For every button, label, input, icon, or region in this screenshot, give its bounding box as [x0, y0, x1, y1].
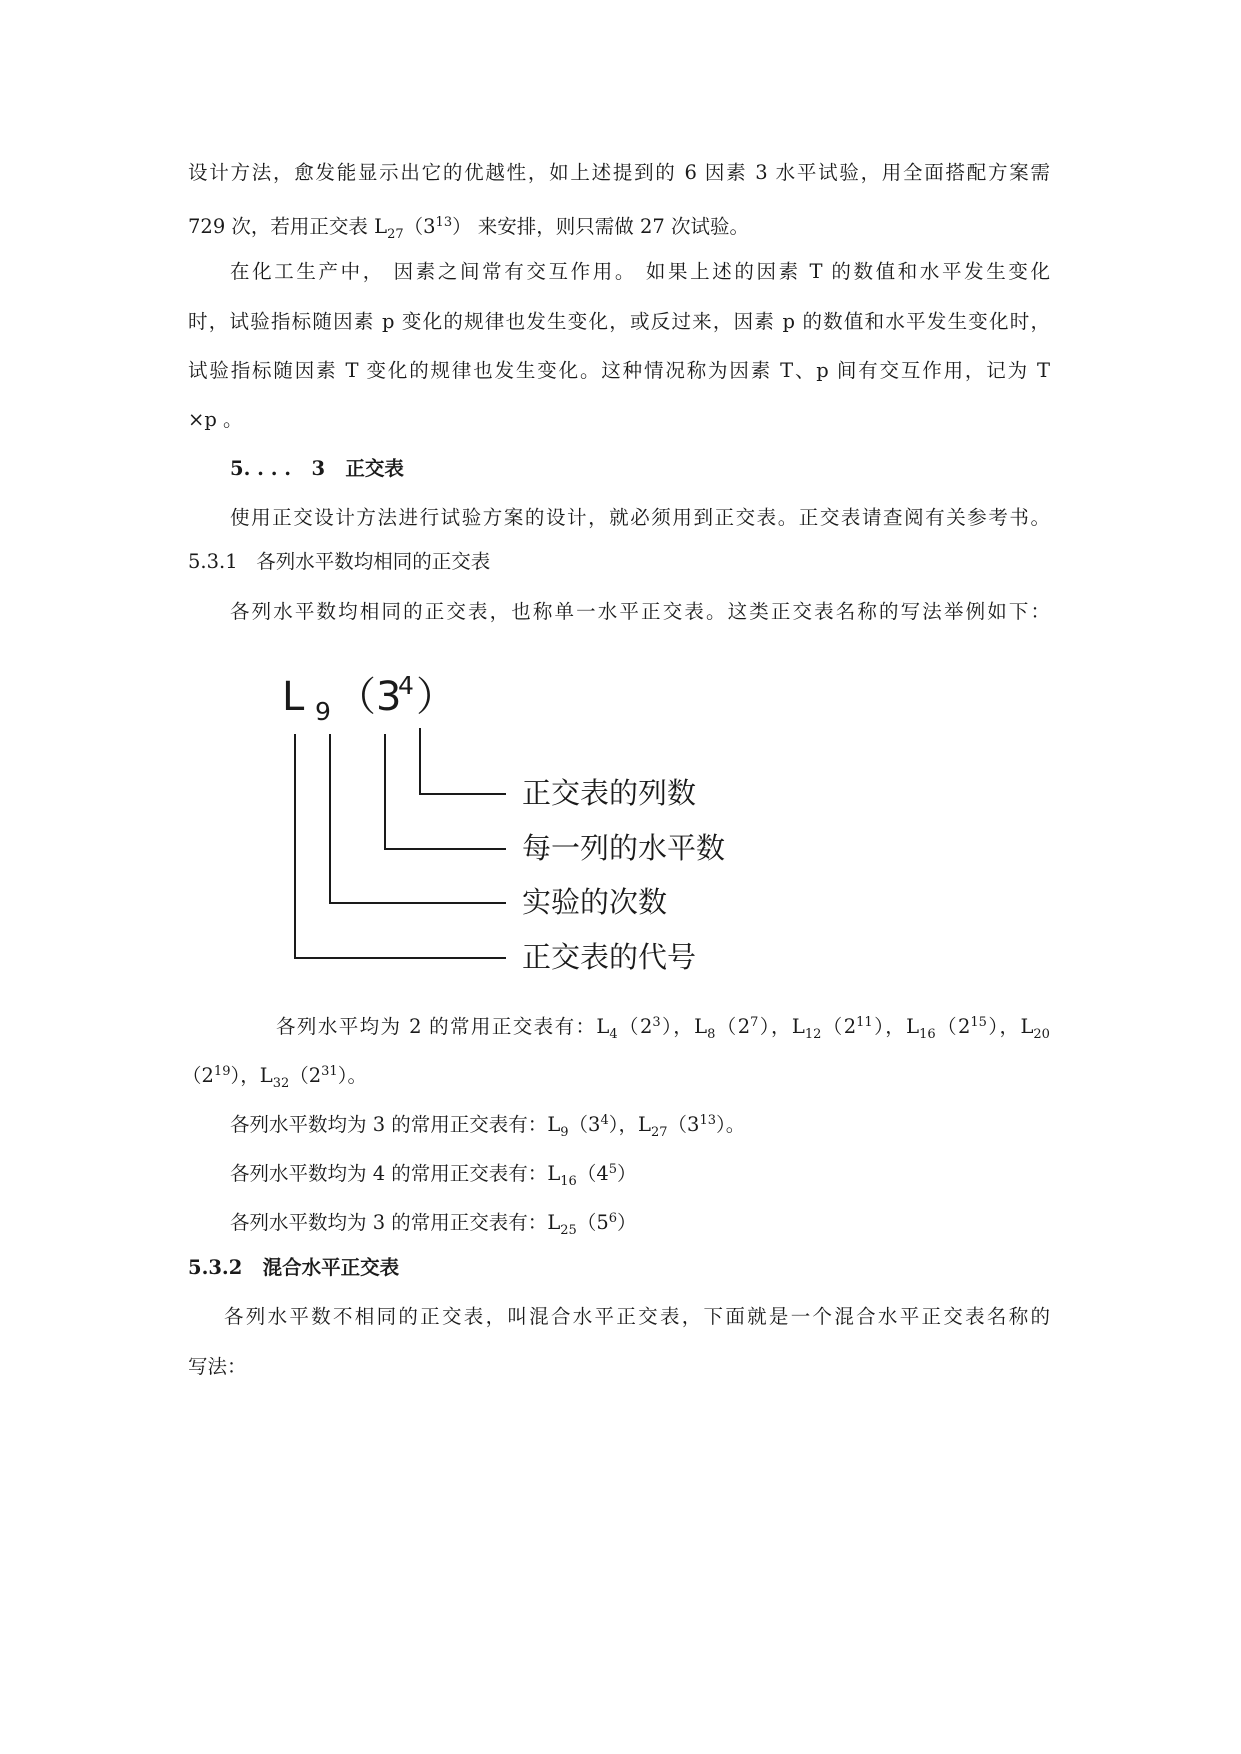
list-level2-item: $L_{12}(2^{11})$，: [791, 1015, 907, 1042]
list-level2-intro: 各列水平均为 2 的常用正交表有：: [276, 1015, 597, 1038]
list-level4-intro: 各列水平数均为 4 的常用正交表有：: [230, 1162, 548, 1185]
para2-line4: ×p 。: [188, 408, 243, 431]
diagram-bracket-code: [295, 734, 506, 958]
para1-line2: [188, 210, 749, 248]
list-level5-item: $L_{25}(5^6)$: [547, 1211, 637, 1238]
para1-line2-c: ） 来安排，则只需做 27 次试验。: [452, 215, 750, 238]
diagram-label-levels: 每一列的水平数: [522, 831, 726, 865]
list-level3-intro: 各列水平数均为 3 的常用正交表有：: [230, 1113, 548, 1136]
para1-line1: 设计方法，愈发能显示出它的优越性，如上述提到的 6 因素 3 水平试验，用全面搭配方案需: [188, 161, 1050, 184]
list-level2-line1: [276, 1010, 1050, 1048]
list-level2-item: $(2^{19})$，: [182, 1064, 260, 1087]
list-level5: [230, 1206, 637, 1244]
list-level5-intro: 各列水平数均为 3 的常用正交表有：: [230, 1211, 548, 1234]
diagram-symbol-sub: 9: [315, 697, 331, 726]
para5-line2: 写法：: [188, 1355, 247, 1378]
para3: 使用正交设计方法进行试验方案的设计，就必须用到正交表。正交表请查阅有关参考书。: [230, 506, 1050, 529]
subsection-5-3-2: 5.3.2 混合水平正交表: [188, 1256, 400, 1279]
list-level4: [230, 1157, 637, 1195]
para5-line1: 各列水平数不相同的正交表，叫混合水平正交表，下面就是一个混合水平正交表名称的: [224, 1305, 1050, 1328]
para1-line2-sup: 13: [435, 215, 453, 230]
diagram-bracket-levels: [385, 734, 506, 849]
list-level2-item: $L_4(2^3)$，: [596, 1015, 695, 1042]
para2-line2: 时，试验指标随因素 p 变化的规律也发生变化，或反过来，因素 p 的数值和水平发生变化时，: [188, 310, 1050, 333]
para2-line3: 试验指标随因素 T 变化的规律也发生变化。这种情况称为因素 T、p 间有交互作用，记为 T: [188, 359, 1050, 382]
diagram-bracket-runs: [330, 734, 506, 903]
para1-line2-sub: 27: [387, 227, 404, 242]
para2-line1: 在化工生产中， 因素之间常有交互作用。 如果上述的因素 T 的数值和水平发生变化: [230, 260, 1050, 283]
diagram-bracket-columns: [420, 728, 506, 794]
diagram-symbol-L: L: [282, 674, 305, 720]
para1-line2-b: （3: [403, 215, 436, 238]
orthogonal-table-notation-diagram: [270, 670, 790, 970]
list-level2-item: $L_{32}(2^{31})$。: [259, 1064, 367, 1091]
diagram-label-runs: 实验的次数: [522, 885, 668, 919]
diagram-symbol-open: （3: [336, 674, 402, 720]
list-level4-item: $L_{16}(4^5)$: [547, 1162, 637, 1189]
list-level3-item: $L_{27}(3^{13})$。: [638, 1113, 746, 1140]
diagram-symbol-sup: 4: [398, 671, 414, 700]
list-level3: [230, 1108, 745, 1146]
list-level2-item: $L_{16}(2^{15})$，: [906, 1015, 1021, 1042]
diagram-symbol-close: ）: [416, 674, 456, 720]
diagram-label-code: 正交表的代号: [522, 940, 697, 970]
list-level2-item: $L_{20}$: [1020, 1015, 1050, 1042]
para1-line2-a: 729 次，若用正交表 L: [188, 215, 388, 238]
section-heading: 5. . . . 3 正交表: [230, 457, 404, 480]
para4: 各列水平数均相同的正交表，也称单一水平正交表。这类正交表名称的写法举例如下：: [230, 600, 1050, 623]
subsection-5-3-1: 5.3.1 各列水平数均相同的正交表: [188, 550, 491, 573]
list-level2-item: $L_8(2^7)$，: [694, 1015, 792, 1042]
list-level2-line2: [182, 1059, 367, 1097]
diagram-label-columns: 正交表的列数: [522, 776, 697, 810]
list-level3-item: $L_9(3^4)$，: [547, 1113, 639, 1140]
